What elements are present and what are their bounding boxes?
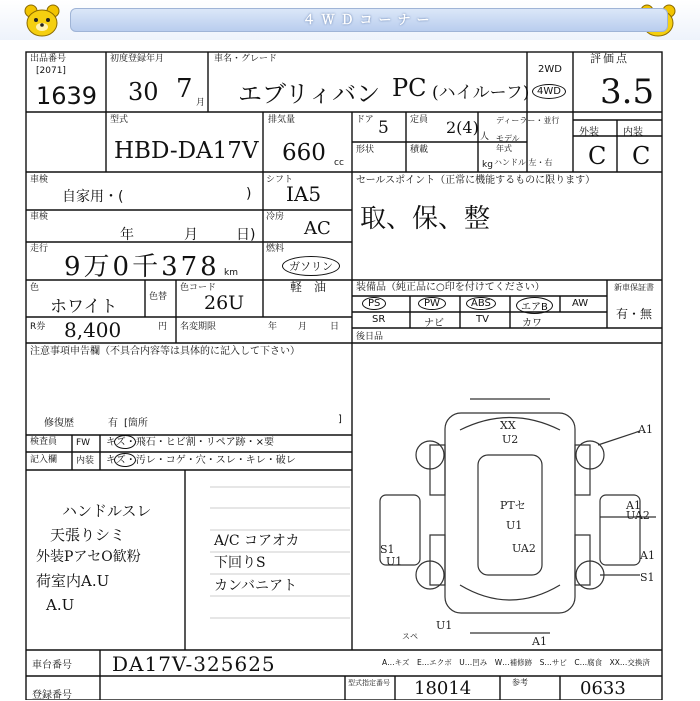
doors-value: 5 xyxy=(378,118,389,138)
color-change-label: 色替 xyxy=(149,292,168,302)
type-label: 型式 xyxy=(110,115,129,125)
int-items: キズ・汚レ・コゲ・穴・スレ・キレ・破レ xyxy=(106,455,296,466)
capacity-unit: 人 xyxy=(480,132,490,142)
note-left-1: ハンドルスレ xyxy=(62,502,152,520)
repair-label: 修復歴 xyxy=(44,418,74,429)
chassis-value: DA17V-325625 xyxy=(112,652,276,676)
fuel-label: 燃料 xyxy=(266,244,285,254)
registration-year: 30 xyxy=(128,78,159,106)
color-value: ホワイト xyxy=(50,297,118,317)
name-change-month: 月 xyxy=(298,322,308,332)
registration-label: 初度登録年月 xyxy=(110,54,165,64)
mark-xx: XX xyxy=(500,419,516,432)
note-left-3: 外装PアセO歓粉 xyxy=(36,549,141,565)
inspection-day: 日) xyxy=(236,227,256,243)
int-score: C xyxy=(632,142,651,170)
note-right-3: カンバニアト xyxy=(214,578,298,594)
load-label: 積載 xyxy=(410,145,429,155)
model-year-label: モデル年式 xyxy=(496,134,520,153)
equip-ps: PS xyxy=(362,297,386,310)
fuel-diesel: 軽 油 xyxy=(290,280,327,294)
inspection-paren: ) xyxy=(246,186,252,202)
color-label: 色 xyxy=(30,283,40,293)
mark-ua2-center: UA2 xyxy=(512,542,536,555)
mileage-label: 走行 xyxy=(30,244,49,254)
type-code: HBD-DA17V xyxy=(114,138,259,164)
checker-label: 検査員 xyxy=(30,437,58,447)
load-unit: kg xyxy=(482,160,493,170)
inspection-year: 年 xyxy=(120,227,134,243)
model-name: エブリィバン xyxy=(238,80,381,108)
grade: PC xyxy=(392,74,427,102)
venue-code: [2071] xyxy=(36,66,66,76)
shift-value: IA5 xyxy=(286,182,322,206)
score-value: 3.5 xyxy=(600,72,655,112)
aircon-label: 冷房 xyxy=(266,212,285,222)
arrival-label: 後日品 xyxy=(356,332,384,342)
inspection-type: 自家用・( xyxy=(62,189,124,205)
inspection-month: 月 xyxy=(184,227,198,243)
displacement-value: 660 xyxy=(282,140,326,166)
lot-number: 1639 xyxy=(36,82,98,110)
chassis-label: 車台番号 xyxy=(32,660,72,671)
mark-u1-bottom: U1 xyxy=(436,619,453,632)
equip-leather: カワ xyxy=(522,318,542,329)
repair-bracket: [箇所 xyxy=(124,418,148,429)
reference-value: 0633 xyxy=(580,678,626,699)
note-right-1: A/C コアオカ xyxy=(214,533,300,549)
equip-pw: PW xyxy=(418,297,446,310)
mark-spare: スペ xyxy=(402,632,418,641)
note-left-2: 天張りシミ xyxy=(50,526,126,544)
int-circle xyxy=(114,453,136,467)
warranty-label: 新車保証書 xyxy=(614,283,654,292)
venue-label: 出品番号 xyxy=(30,54,67,64)
dealer-label: ディーラー・並行 xyxy=(496,116,560,125)
recycle-value: 8,400 xyxy=(64,318,122,342)
entry-label: 記入欄 xyxy=(30,455,58,465)
equip-tv: TV xyxy=(476,314,489,325)
car-damage-diagram xyxy=(360,385,660,650)
mark-ua2-right: UA2 xyxy=(626,509,650,522)
note-right-2: 下回りS xyxy=(214,555,266,571)
shape-label: 形状 xyxy=(356,145,375,155)
equip-aw: AW xyxy=(572,298,589,309)
drive-4wd: 4WD xyxy=(532,84,566,99)
designation-label: 型式指定番号 xyxy=(348,679,390,687)
shift-label: シフト xyxy=(266,175,294,185)
mark-a1-top: A1 xyxy=(638,423,653,436)
aircon-value: AC xyxy=(304,218,331,239)
name-change-day: 日 xyxy=(330,322,340,332)
registration-no-label: 登録番号 xyxy=(32,690,72,701)
doors-label: ドア xyxy=(356,115,374,125)
designation-value: 18014 xyxy=(414,678,472,699)
recycle-unit: 円 xyxy=(158,322,168,332)
capacity-value: 2(4) xyxy=(446,118,479,137)
registration-month: 7 xyxy=(176,74,193,104)
mark-s1-left: S1 xyxy=(380,543,395,556)
fw-label: FW xyxy=(76,438,91,448)
inspection-label: 車検 xyxy=(30,175,49,185)
mark-ptse: PTセ xyxy=(500,499,526,512)
sales-points-label: セールスポイント（正常に機能するものに限ります） xyxy=(356,175,596,186)
int-check-label: 内装 xyxy=(76,456,95,466)
ext-score: C xyxy=(588,142,607,170)
displacement-label: 排気量 xyxy=(268,115,296,125)
inspection-date-label: 車検 xyxy=(30,212,49,222)
repair-value: 有 xyxy=(108,418,118,429)
month-unit: 月 xyxy=(196,98,206,108)
sales-points-value: 取、保、整 xyxy=(360,204,491,234)
mark-u2: U2 xyxy=(502,433,519,446)
equip-sr: SR xyxy=(372,314,386,325)
fw-items: キズ・飛石・ヒビ割・リペア跡・×要 xyxy=(106,437,274,448)
mark-u1-left: U1 xyxy=(386,555,403,568)
note-left-5: A.U xyxy=(46,596,75,614)
mark-a1-side: A1 xyxy=(626,499,641,512)
drive-2wd: 2WD xyxy=(538,64,562,75)
fw-circle xyxy=(114,435,136,449)
mark-a1-bottom: A1 xyxy=(532,635,547,648)
mark-a1-right: A1 xyxy=(640,549,655,562)
handle-label: ハンドル 左・右 xyxy=(494,158,553,167)
int-label: 内装 xyxy=(623,127,643,138)
score-label: 評価点 xyxy=(590,52,629,65)
mark-s1-right: S1 xyxy=(640,571,655,584)
recycle-label: R券 xyxy=(30,322,46,332)
mileage-value: 9万0千378 xyxy=(64,252,220,282)
damage-legend: A…キズ E…エクボ U…凹み W…補修跡 S…サビ C…腐食 XX…交換済 xyxy=(382,658,650,667)
fuel-gasoline: ガソリン xyxy=(282,256,340,276)
note-left-4: 荷室内A.U xyxy=(36,572,110,590)
mileage-unit: km xyxy=(224,268,238,278)
ext-label: 外装 xyxy=(579,127,599,138)
equip-airbag: エアB xyxy=(516,297,553,314)
page-title: ４ＷＤコーナー xyxy=(70,8,668,32)
grade-note: (ハイルーフ) xyxy=(432,83,530,103)
color-code-label: 色コード xyxy=(180,283,217,293)
color-code: 26U xyxy=(204,292,245,314)
warranty-value: 有・無 xyxy=(616,307,653,321)
displacement-unit: cc xyxy=(334,158,344,168)
notes-label: 注意事項申告欄（不具合内容等は具体的に記入して下さい） xyxy=(30,346,300,357)
equip-abs: ABS xyxy=(466,297,496,310)
name-change-year: 年 xyxy=(268,322,278,332)
reference-label: 参考 xyxy=(512,678,528,687)
equipment-label: 装備品（純正品に○印を付けてください） xyxy=(356,282,545,293)
capacity-label: 定員 xyxy=(410,115,429,125)
name-change-label: 名変期限 xyxy=(180,322,217,332)
model-label: 車名・グレード xyxy=(214,54,278,64)
mark-u1-center: U1 xyxy=(506,519,523,532)
equip-navi: ナビ xyxy=(424,318,444,329)
